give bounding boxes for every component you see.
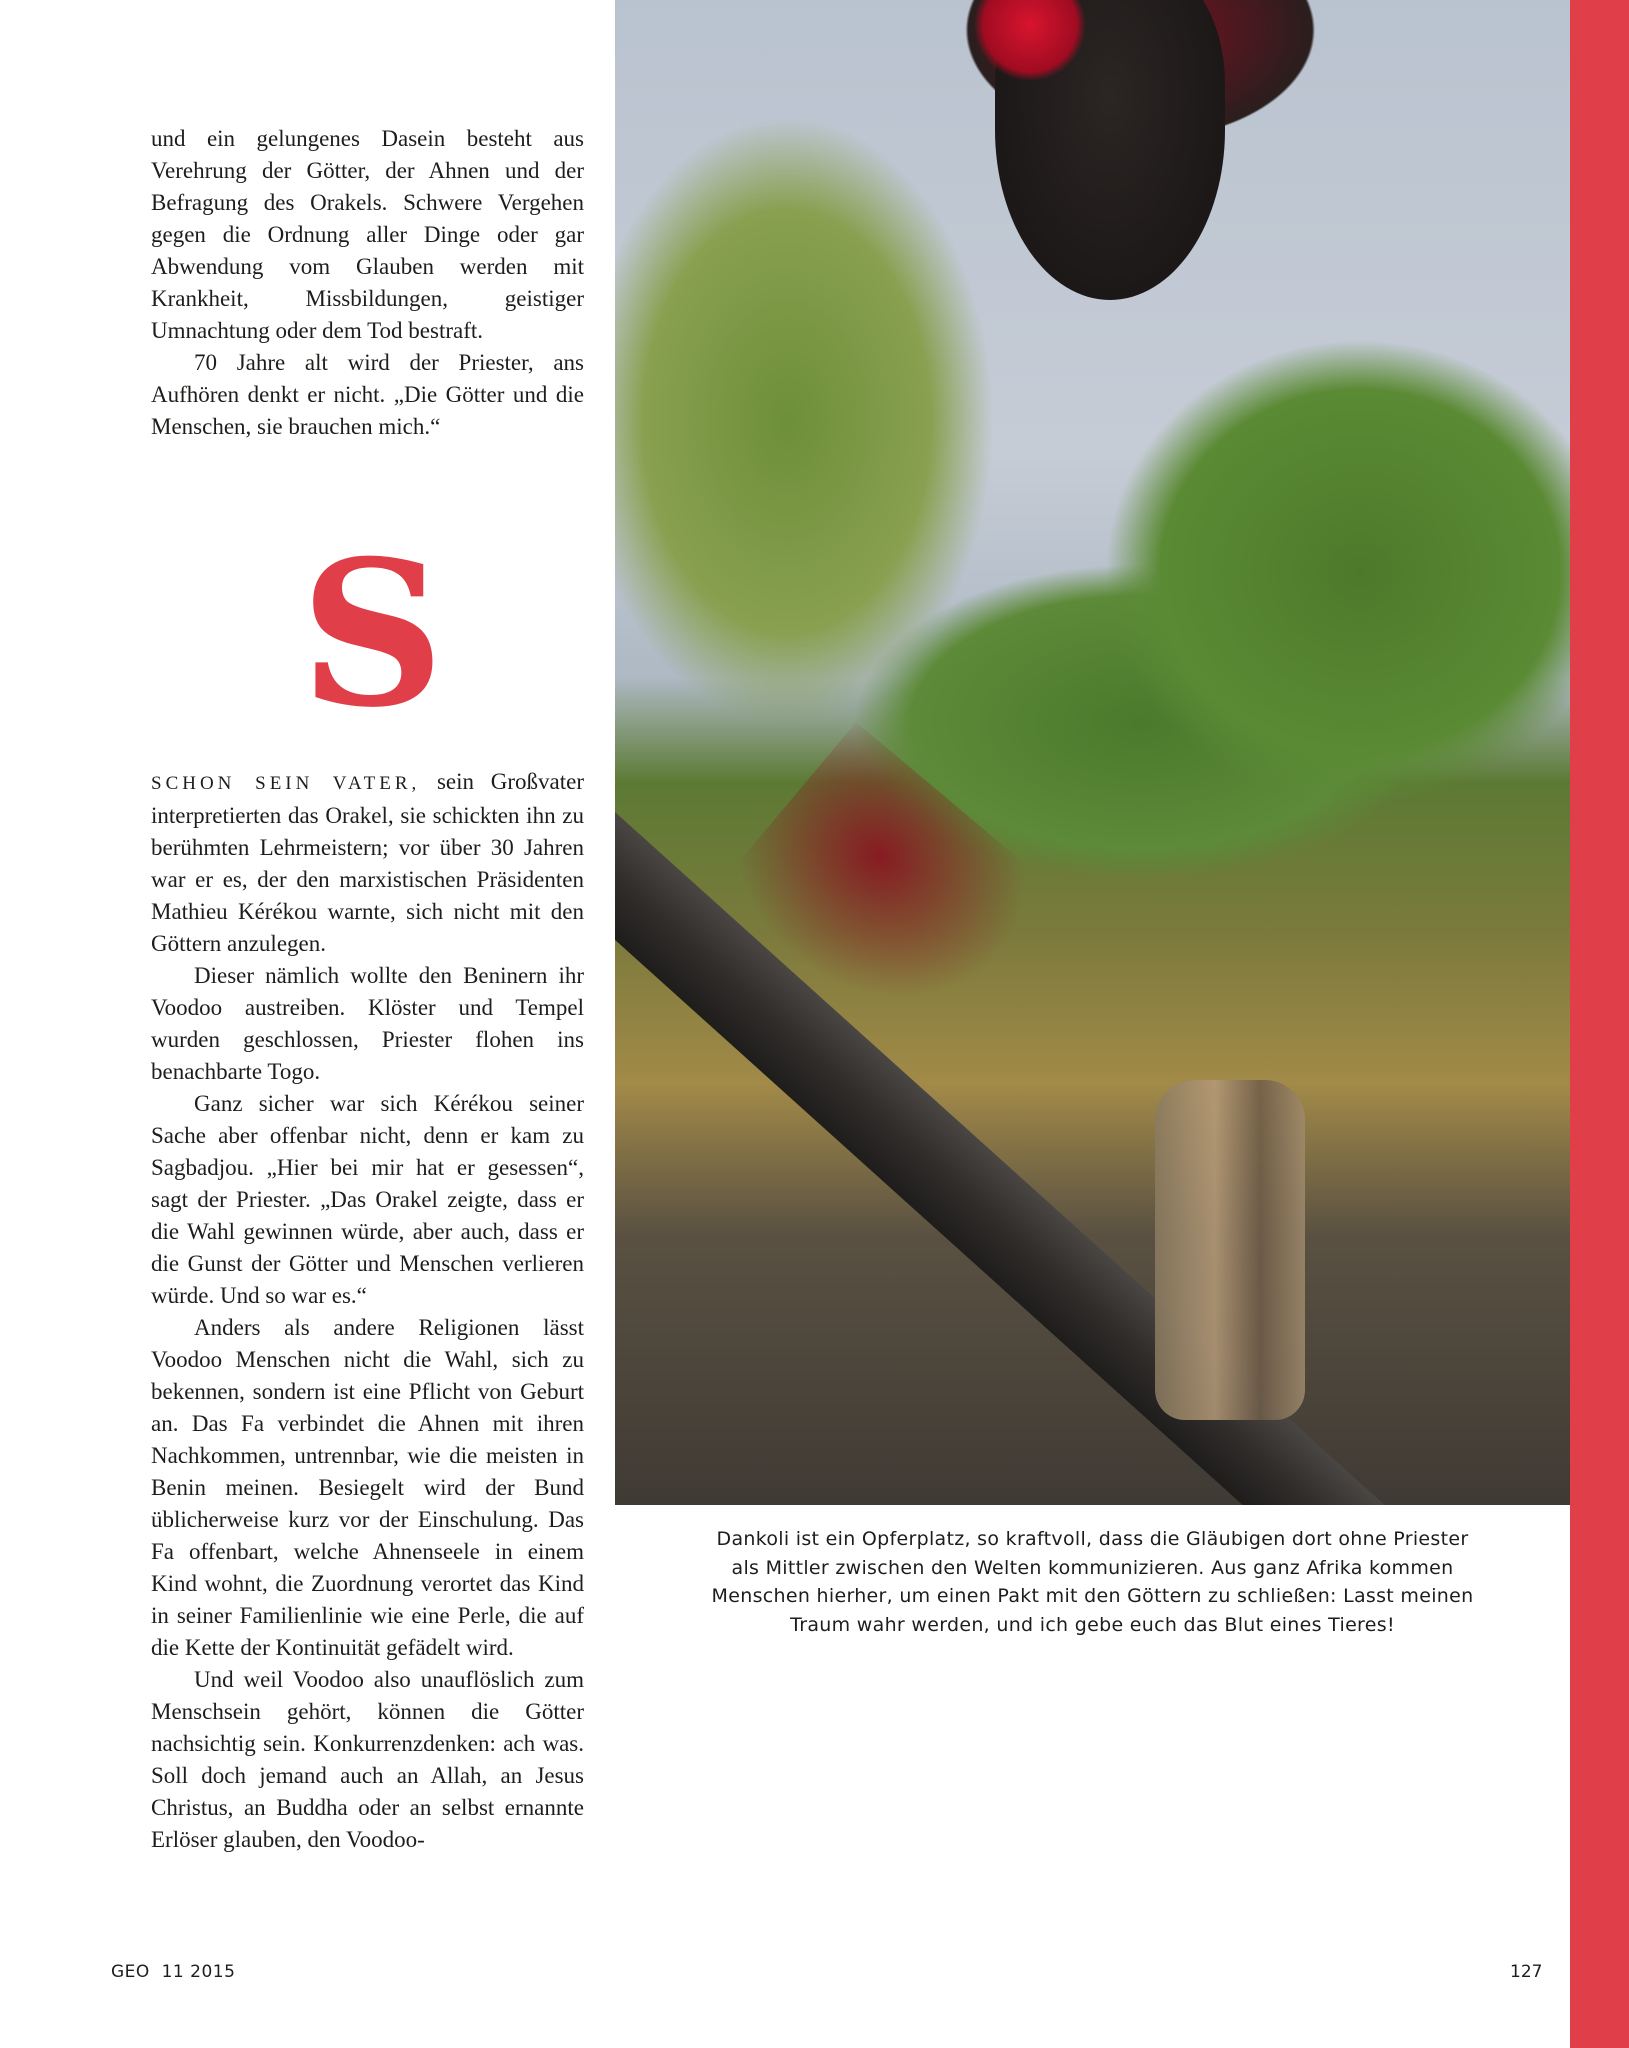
footer-publication: GEO 11 2015: [111, 1962, 236, 1982]
caption-line: Dankoli ist ein Opferplatz, so kraftvoll, dass die Gläubigen dort ohne Priester: [716, 1528, 1469, 1550]
page-number: 127: [1510, 1962, 1543, 1982]
paragraph: 70 Jahre alt wird der Priester, ans Aufhören denkt er nicht. „Die Götter und die Menschen, sie brauchen mich.“: [151, 350, 584, 439]
photo-animal-head: [995, 0, 1225, 300]
photo-caption: [615, 1525, 1570, 1639]
section-lead-smallcaps: SCHON SEIN VATER,: [151, 773, 421, 794]
article-column-top: [151, 123, 584, 443]
caption-line: Traum wahr werden, und ich gebe euch das Blut eines Tieres!: [790, 1613, 1395, 1636]
paragraph: Dieser nämlich wollte den Beninern ihr Voodoo austreiben. Klöster und Tempel wurden geschlossen, Priester flohen ins benachbarte Togo.: [151, 963, 584, 1084]
paragraph: Und weil Voodoo also unauflöslich zum Menschsein gehört, können die Götter nachsichtig sein. Konkurrenzdenken: ach was. Soll doch jemand auch an Allah, an Jesus Christus, an Buddha oder an selbst ernannte Erlöser glauben, den Voodoo-: [151, 1667, 584, 1852]
paragraph: Anders als andere Religionen lässt Voodoo Menschen nicht die Wahl, sich zu bekennen, sondern ist eine Pflicht von Geburt an. Das Fa verbindet die Ahnen mit ihren Nachkommen, untrennbar, wie die meisten in Benin meinen. Besiegelt wird der Bund üblicherweise kurz vor der Einschulung. Das Fa offenbart, welche Ahnenseele in einem Kind wohnt, die Zuordnung verortet das Kind in seiner Familienlinie wie eine Perle, die auf die Kette der Kontinuität gefädelt wird.: [151, 1315, 584, 1660]
article-photo: [615, 0, 1570, 1505]
photo-pole: [615, 740, 1427, 1505]
accent-red-bar: [1570, 0, 1629, 2048]
drop-cap: S: [300, 517, 445, 752]
caption-line: als Mittler zwischen den Welten kommunizieren. Aus ganz Afrika kommen: [731, 1556, 1454, 1579]
photo-hide-strips: [1155, 1080, 1305, 1420]
caption-line: Menschen hierher, um einen Pakt mit den Göttern zu schließen: Lasst meinen: [711, 1585, 1474, 1607]
section-lead-text: sein Großvater interpretierten das Orakel, sie schickten ihn zu berühmten Lehrmeistern; vor über 30 Jahren war er es, der den marxistischen Präsidenten Mathieu Kérékou warnte, sich nicht mit den Göttern anzulegen.: [151, 769, 584, 956]
paragraph: Ganz sicher war sich Kérékou seiner Sache aber offenbar nicht, denn er kam zu Sagbadjou. „Hier bei mir hat er gesessen“, sagt der Priester. „Das Orakel zeigte, dass er die Wahl gewinnen würde, aber auch, dass er die Gunst der Götter und Menschen verlieren würde. Und so war es.“: [151, 1091, 584, 1308]
article-column-bottom: [151, 766, 584, 1856]
section-lead-paragraph: [151, 766, 584, 960]
paragraph: und ein gelungenes Dasein besteht aus Verehrung der Götter, der Ahnen und der Befragung des Orakels. Schwere Vergehen gegen die Ordnung aller Dinge oder gar Abwendung vom Glauben werden mit Krankheit, Missbildungen, geistiger Umnachtung oder dem Tod bestraft.: [151, 126, 584, 343]
